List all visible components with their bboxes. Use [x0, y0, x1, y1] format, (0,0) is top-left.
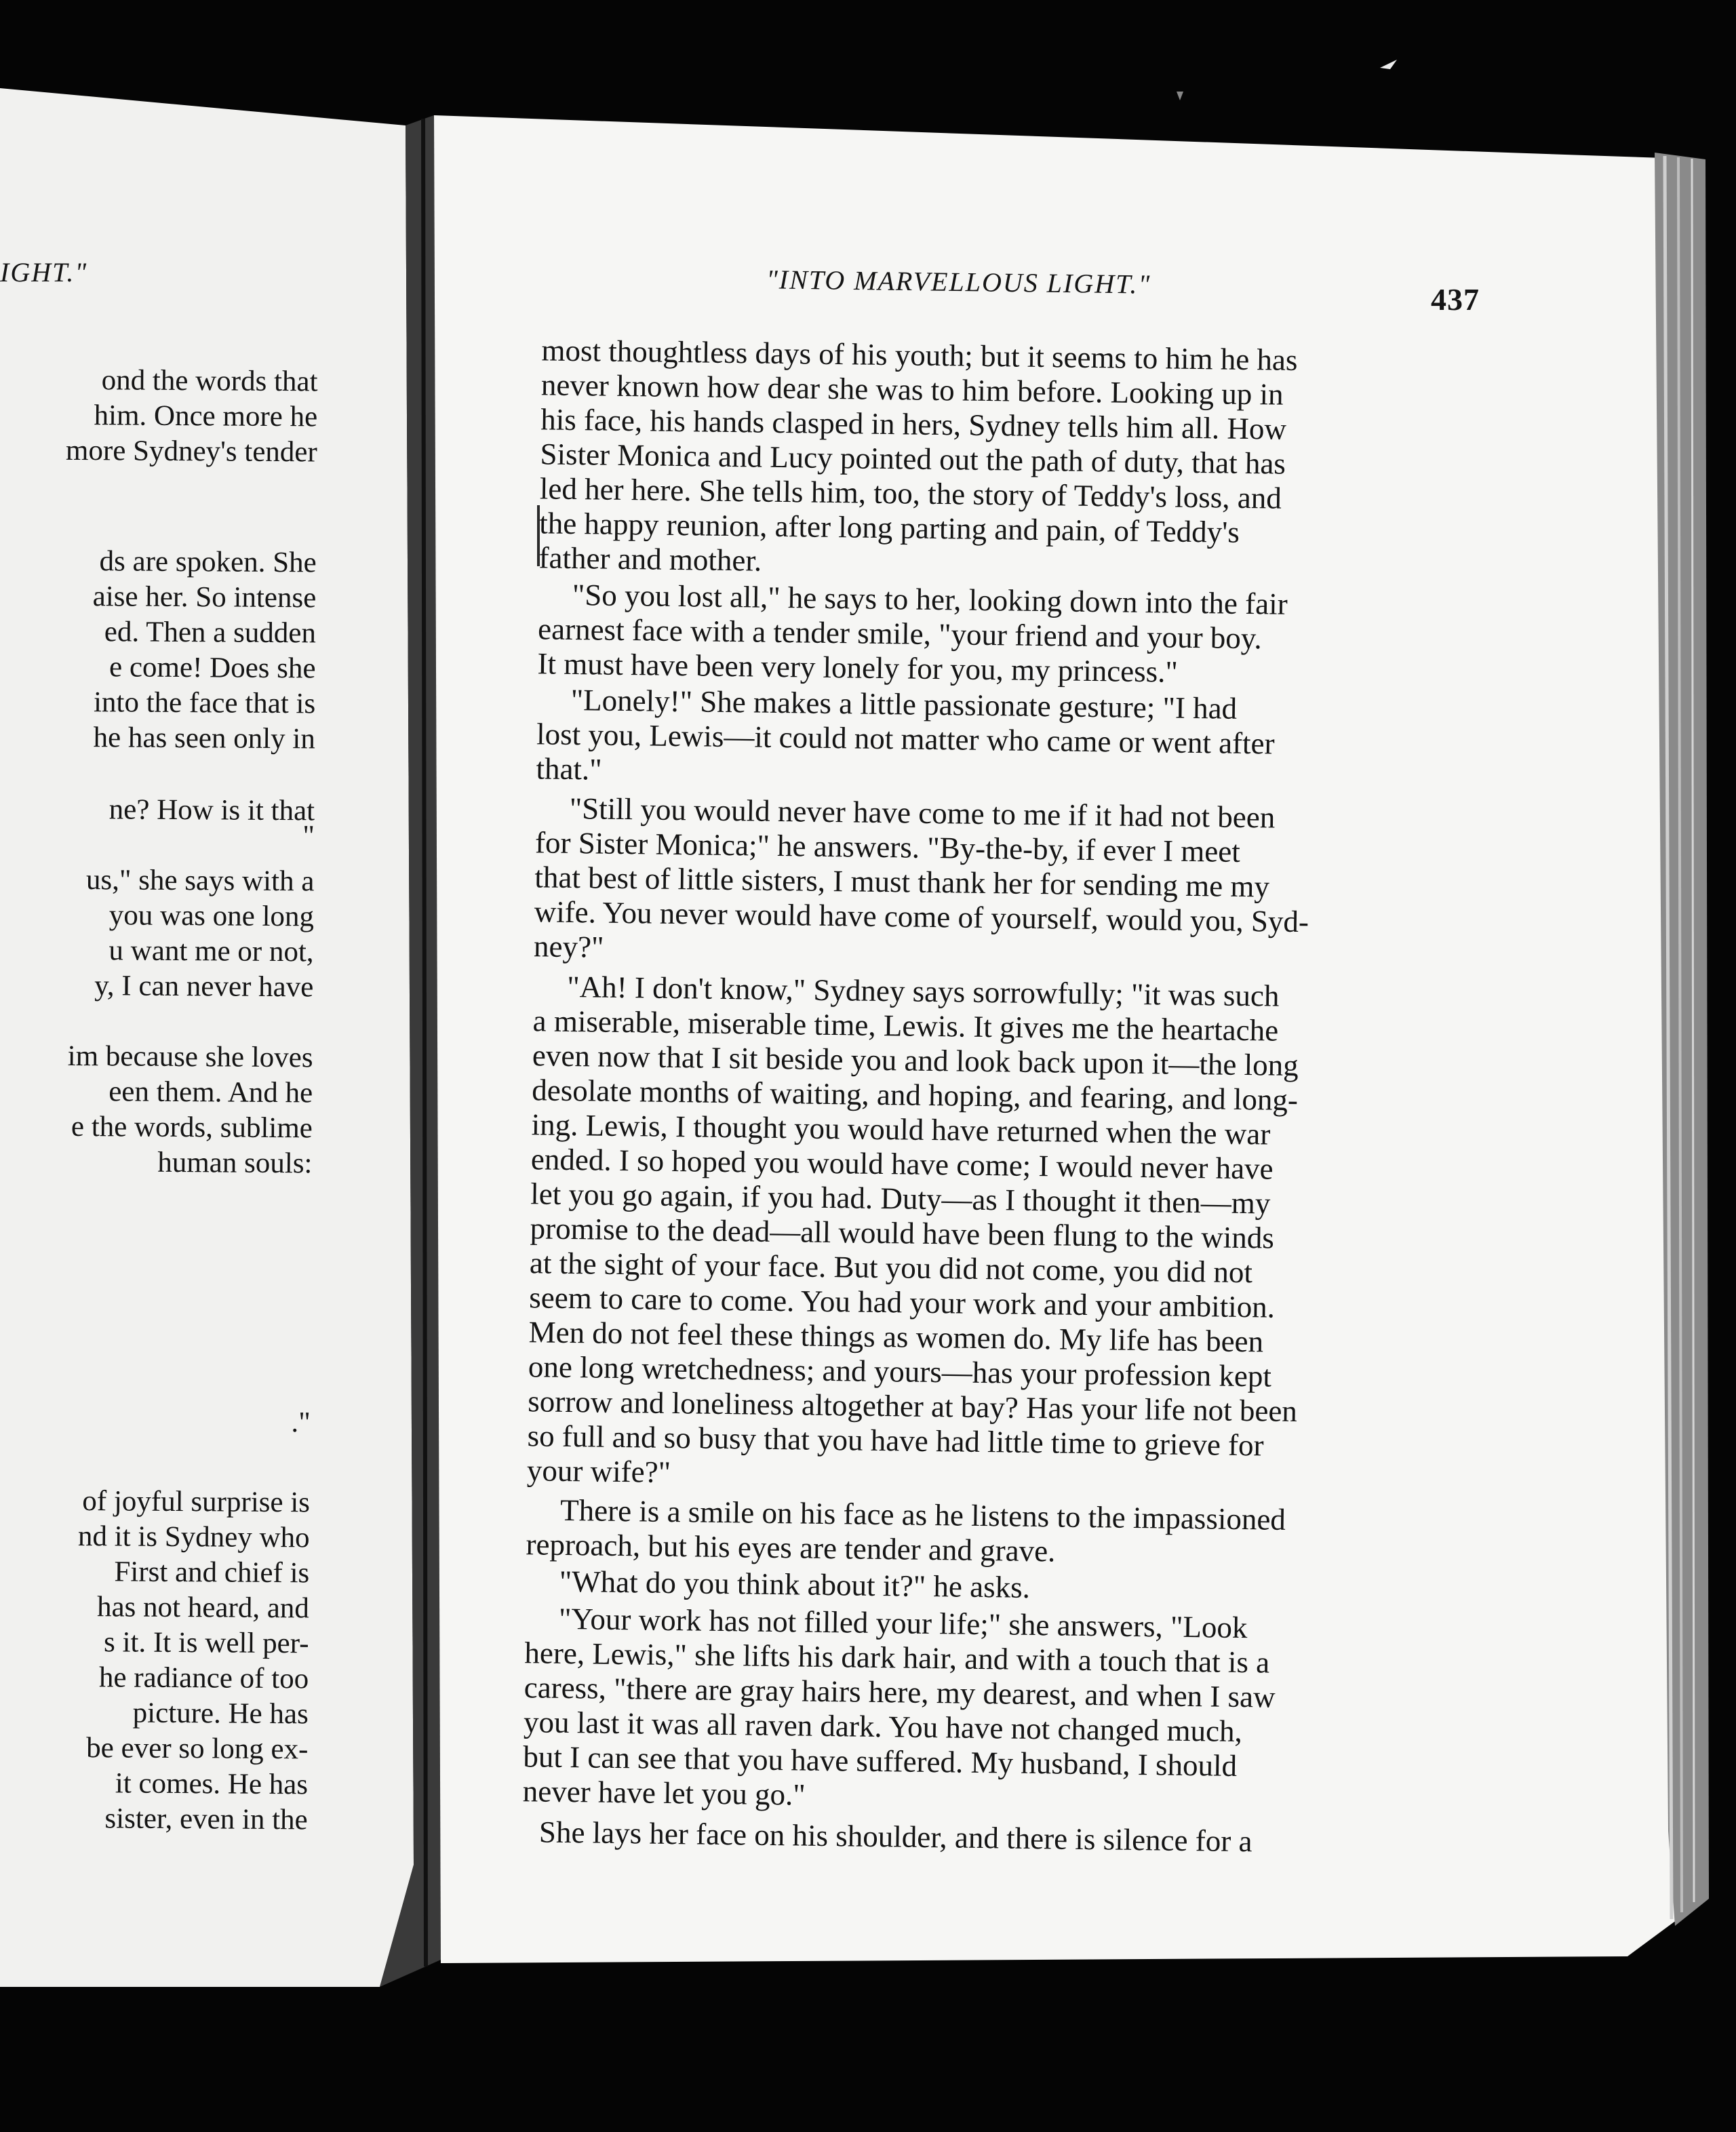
text-line: im because she loves — [67, 1040, 313, 1074]
text-line: desolate months of waiting, and hoping, and fearing, and long- — [532, 1073, 1299, 1118]
text-line: you last it was all raven dark. You have not changed much, — [523, 1705, 1243, 1749]
text-line: seem to care to come. You had your work and your ambition. — [528, 1280, 1276, 1324]
text-line: wife. You never would have come of yourself, would you, Syd- — [534, 894, 1309, 939]
running-head: "INTO MARVELLOUS LIGHT." — [766, 264, 1151, 300]
text-line: at the sight of your face. But you did not come, you did not — [529, 1246, 1253, 1290]
text-line: Men do not feel these things as women do. My life has been — [528, 1315, 1264, 1359]
text-line: There is a smile on his face as he listens to the impassioned — [559, 1493, 1286, 1537]
text-line: It must have been very lonely for you, my princess." — [537, 646, 1179, 689]
text-line: ed. Then a sudden — [104, 616, 317, 650]
text-line: your wife?" — [526, 1453, 671, 1490]
text-line: sister, even in the — [104, 1802, 308, 1836]
text-line: here, Lewis," she lifts his dark hair, and with a touch that is a — [524, 1636, 1270, 1680]
text-line: ended. I so hoped you would have come; I would never have — [530, 1142, 1274, 1186]
page-number: 437 — [1431, 282, 1480, 317]
text-line: "Your work has not filled your life;" she answers, "Look — [558, 1601, 1248, 1645]
text-line: earnest face with a tender smile, "your friend and your boy. — [537, 612, 1263, 656]
text-line: he has seen only in — [93, 722, 316, 755]
text-line: but I can see that you have suffered. My husband, I should — [523, 1739, 1238, 1783]
text-line: e come! Does she — [108, 651, 316, 685]
text-line: " — [302, 820, 315, 852]
text-line: him. Once more he — [94, 399, 318, 433]
text-line: "Lonely!" She makes a little passionate gesture; "I had — [570, 682, 1238, 726]
text-line: "Still you would never have come to me if it had not been — [569, 791, 1276, 835]
text-line: "Ah! I don't know," Sydney says sorrowfully; "it was such — [567, 969, 1280, 1013]
text-line: First and chief is — [114, 1556, 310, 1590]
text-line: for Sister Monica;" he answers. "By-the-by, if ever I meet — [534, 825, 1241, 869]
text-line: lost you, Lewis—it could not matter who came or went after — [536, 717, 1275, 761]
left-running-head: IGHT." — [0, 257, 88, 288]
text-line: never known how dear she was to him before. Looking up in — [540, 368, 1284, 412]
text-line: een them. And he — [108, 1075, 313, 1109]
text-line: into the face that is — [93, 686, 316, 720]
text-line: even now that I sit beside you and look back upon it—the long — [532, 1038, 1299, 1083]
text-line: "What do you think about it?" he asks. — [559, 1564, 1031, 1604]
text-line: of joyful surprise is — [82, 1485, 311, 1519]
text-line: a miserable, miserable time, Lewis. It gives me the heartache — [532, 1004, 1279, 1048]
text-line: you was one long — [108, 899, 315, 933]
text-line: has not heard, and — [96, 1591, 310, 1625]
left-page-text — [0, 237, 319, 1867]
text-line: most thoughtless days of his youth; but it seems to him he has — [541, 333, 1298, 377]
text-line: be ever so long ex- — [86, 1732, 309, 1766]
text-line: "So you lost all," he says to her, looking down into the fair — [572, 578, 1288, 621]
text-line: father and mother. — [538, 540, 762, 578]
text-line: ne? How is it that — [108, 793, 315, 827]
text-line: that." — [536, 751, 602, 787]
text-line: s it. It is well per- — [103, 1626, 309, 1660]
text-line: ond the words that — [101, 364, 318, 398]
text-line: ney?" — [533, 929, 604, 964]
text-line: reproach, but his eyes are tender and grave. — [526, 1527, 1056, 1568]
text-line: that best of little sisters, I must thank her for sending me my — [534, 860, 1270, 904]
text-line: sorrow and loneliness altogether at bay? Has your life not been — [527, 1384, 1298, 1429]
text-line: ing. Lewis, I thought you would have returned when the war — [531, 1107, 1271, 1151]
text-line: the happy reunion, after long parting and pain, of Teddy's — [538, 506, 1240, 549]
text-line: ." — [291, 1406, 311, 1439]
text-line: so full and so busy that you have had little time to grieve for — [527, 1419, 1264, 1463]
text-line: one long wretchedness; and yours—has your profession kept — [528, 1349, 1272, 1394]
text-line: he radiance of too — [98, 1661, 309, 1695]
text-line: never have let you go." — [522, 1774, 806, 1812]
text-line: it comes. He has — [115, 1767, 309, 1801]
right-page-text — [501, 278, 1492, 1912]
text-line: aise her. So intense — [92, 580, 317, 614]
text-line: nd it is Sydney who — [77, 1520, 310, 1554]
text-line: caress, "there are gray hairs here, my dearest, and when I saw — [524, 1670, 1276, 1714]
text-line: us," she says with a — [85, 864, 315, 898]
text-line: u want me or not, — [108, 934, 314, 968]
text-line: e the words, sublime — [71, 1110, 313, 1145]
text-line: let you go again, if you had. Duty—as I thought it then—my — [530, 1177, 1271, 1221]
text-line: She lays her face on his shoulder, and there is silence for a — [538, 1815, 1252, 1859]
text-line: his face, his hands clasped in hers, Sydney tells him all. How — [540, 402, 1287, 446]
text-line: led her here. She tells him, too, the story of Teddy's loss, and — [539, 471, 1282, 515]
text-line: Sister Monica and Lucy pointed out the path of duty, that has — [540, 437, 1286, 481]
text-line: promise to the dead—all would have been flung to the winds — [530, 1211, 1275, 1255]
text-line: more Sydney's tender — [65, 434, 317, 469]
text-line: ds are spoken. She — [99, 545, 317, 579]
text-line: human souls: — [157, 1146, 313, 1180]
text-line: y, I can never have — [94, 970, 314, 1004]
text-line: picture. He has — [132, 1697, 309, 1731]
